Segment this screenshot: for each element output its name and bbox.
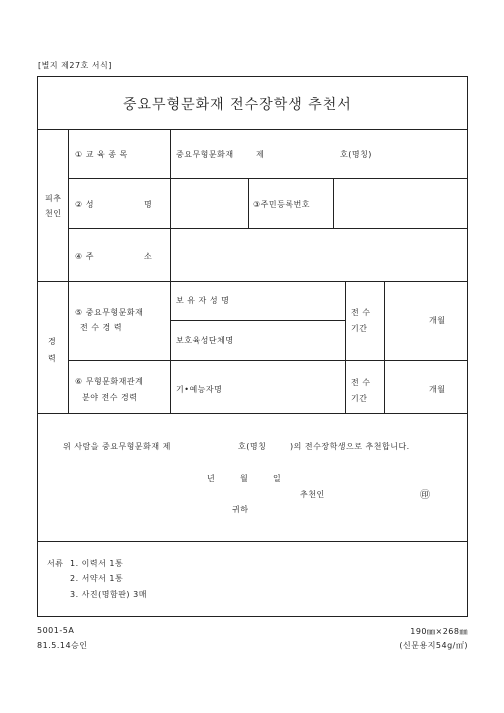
field-label: 기간 <box>351 324 368 333</box>
date-month: 월 <box>240 474 249 483</box>
document-item: 1. 이력서 1통 <box>70 559 124 568</box>
divider <box>384 281 385 413</box>
footer-size: 190㎜×268㎜ <box>410 627 468 636</box>
field-label-end: 명 <box>144 200 153 209</box>
form-title: 중요무형문화재 전수장학생 추천서 <box>123 97 352 113</box>
divider <box>37 413 468 414</box>
field-label: 보 유 자 성 명 <box>176 296 230 305</box>
recommender-label: 추천인 <box>300 490 325 499</box>
form-number-label: [별지 제27호 서식] <box>38 61 112 70</box>
seal-mark: ㊞ <box>420 490 430 501</box>
field-value-suffix: 호(명칭) <box>340 150 372 159</box>
footer-paper: (신문용지54g/㎡) <box>399 641 468 650</box>
section-label: 력 <box>48 354 57 363</box>
addressee: 귀하 <box>232 505 249 514</box>
divider <box>333 178 334 228</box>
footer-approval-date: 81.5.14승인 <box>37 641 88 650</box>
statement-text: 호(명칭 <box>238 442 267 451</box>
date-day: 일 <box>273 474 282 483</box>
statement-text: 위 사람을 중요무형문화재 제 <box>63 442 171 451</box>
statement-text: )의 전수장학생으로 추천합니다. <box>290 442 410 451</box>
field-label: ⑤ 중요무형문화재 <box>75 308 144 317</box>
field-value-prefix: 중요무형문화재 <box>176 150 234 159</box>
field-label: ③주민등록번호 <box>253 200 311 209</box>
field-label: ① 교 육 종 목 <box>75 150 128 159</box>
divider <box>68 228 468 229</box>
footer-form-number: 5001-5A <box>37 626 75 635</box>
section-label: 경 <box>48 337 57 346</box>
document-item: 2. 서약서 1통 <box>70 574 124 583</box>
divider <box>37 541 468 542</box>
field-label: 기•예능자명 <box>176 385 223 394</box>
divider <box>37 129 468 130</box>
field-label: 전 수 <box>351 378 371 387</box>
document-item: 3. 사진(명함판) 3매 <box>70 590 147 599</box>
field-label: 개월 <box>429 385 446 394</box>
field-value-mid: 제 <box>256 150 265 159</box>
documents-label: 서류 <box>47 559 64 568</box>
divider <box>170 129 171 413</box>
divider <box>345 281 346 413</box>
field-label: ④ 주 <box>75 252 94 261</box>
field-label: 기간 <box>351 394 368 403</box>
field-label: ② 성 <box>75 200 94 209</box>
section-label: 천인 <box>45 209 62 218</box>
divider <box>37 281 468 282</box>
divider <box>68 129 69 413</box>
field-label: 보호육성단체명 <box>176 336 234 345</box>
field-label: 개월 <box>429 316 446 325</box>
date-year: 년 <box>207 474 216 483</box>
field-label: 전 수 <box>351 308 371 317</box>
field-label: 전 수 경 력 <box>80 323 123 332</box>
section-label: 피추 <box>45 194 62 203</box>
field-label-end: 소 <box>144 252 153 261</box>
field-label: 분야 전수 경력 <box>82 393 138 402</box>
divider <box>248 178 249 228</box>
field-label: ⑥ 무형문화재관계 <box>75 377 144 386</box>
divider <box>170 320 345 321</box>
divider <box>68 360 468 361</box>
divider <box>68 178 468 179</box>
